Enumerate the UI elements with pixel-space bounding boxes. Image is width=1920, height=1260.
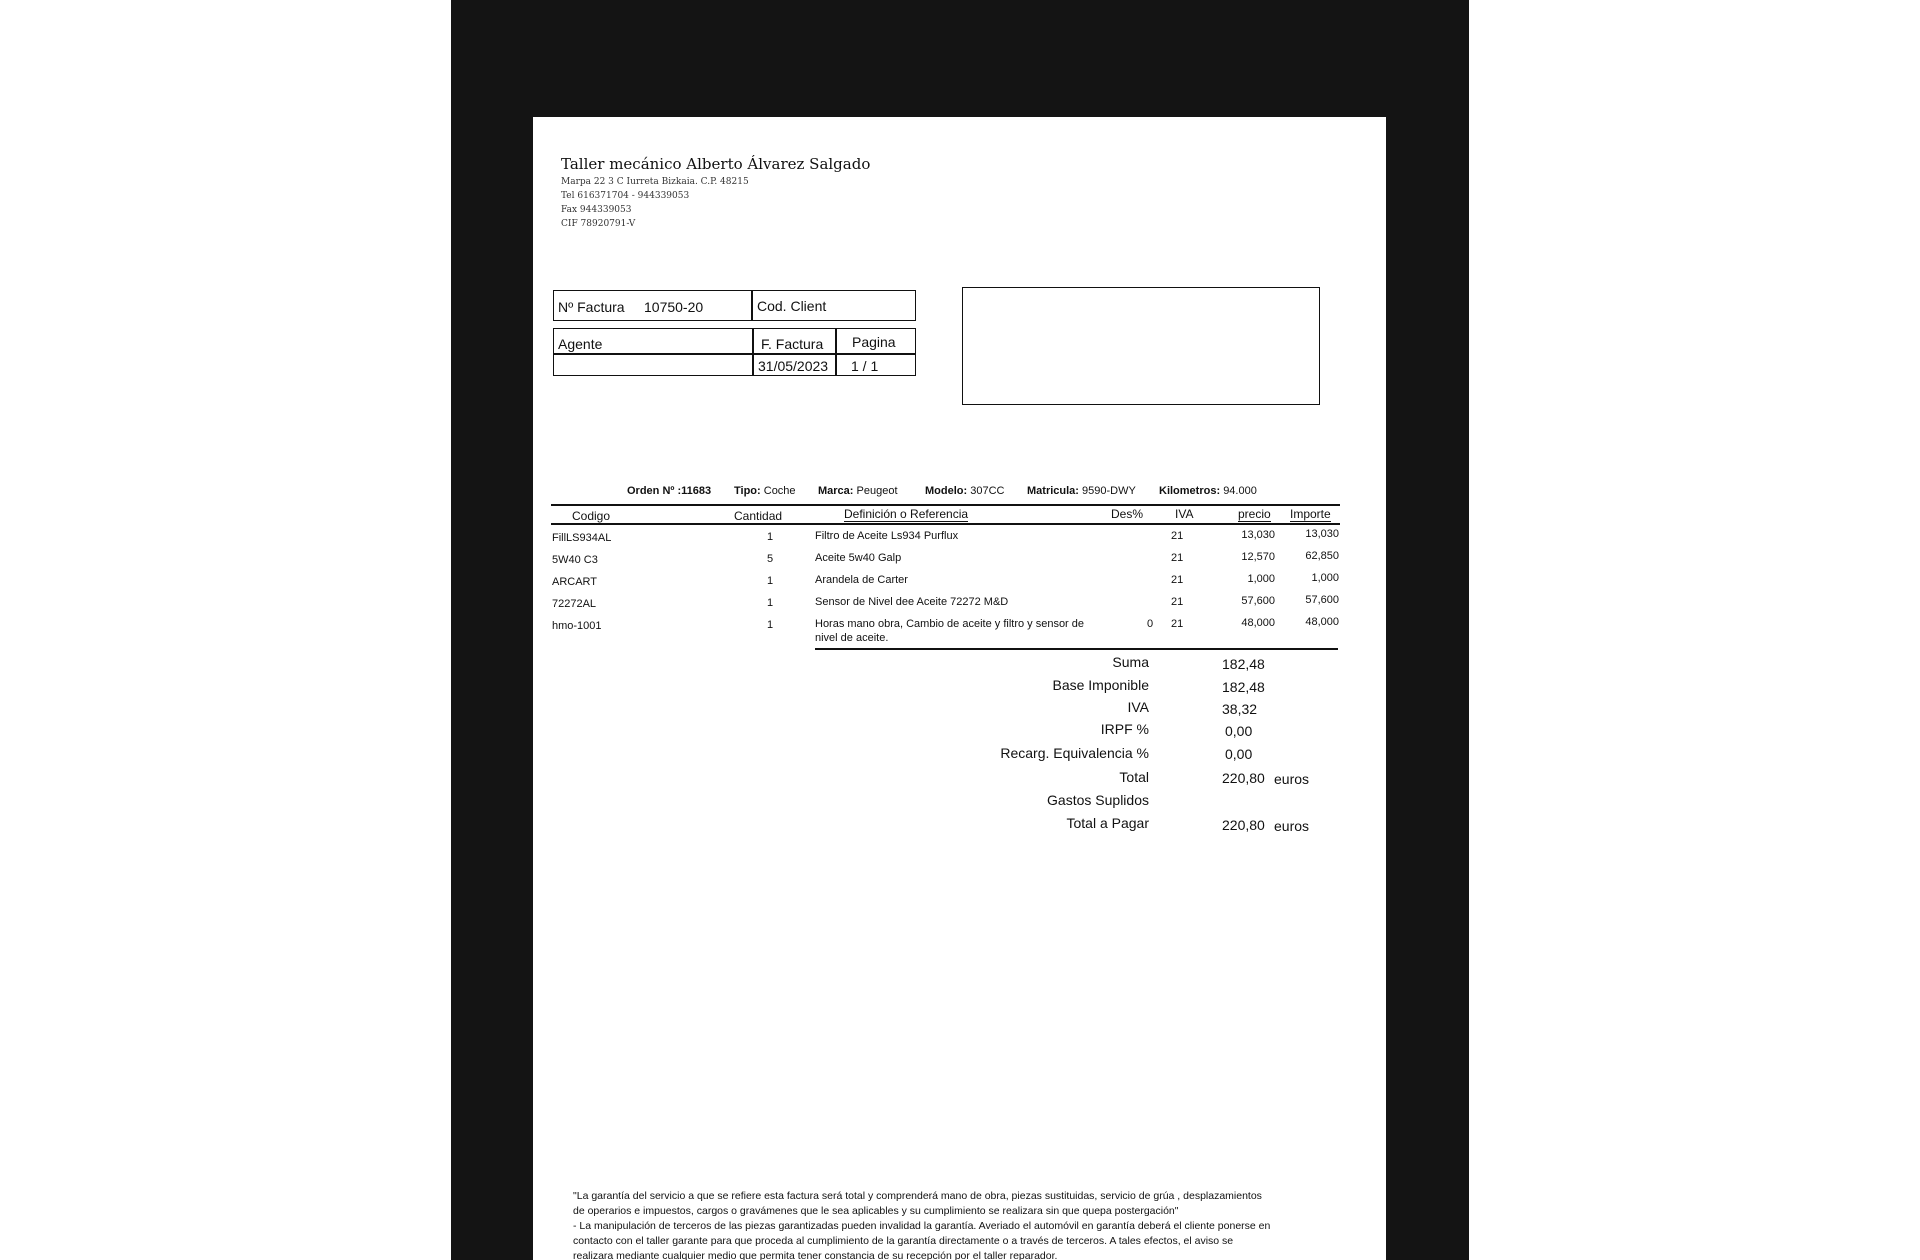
invoice-page: Taller mecánico Alberto Álvarez Salgado Marpa 22 3 C Iurreta Bizkaia. C.P. 48215 Tel 616371704 - 944339053 Fax 944339053 CIF 78920791-V Nº Factura 10750-20 Cod. Client Agente F. Factura Pagina 31/05/2023 1 / 1 Orden Nº :11683 Tipo: Coche Marca: Peugeot Modelo: 307CC Matricula: 9590-DWY Kilometros: 94.000 Codigo Cantidad Definición o Referencia Des% IVA precio Importe FillLS934AL 1 Filtro de Aceite Ls934 Purflux 21 13,030 13,030 5W40 C3 5 Aceite 5w40 Galp 21 12,570 62,850 ARCART 1 Arandela de Carter 21 1,000 1,000 72272AL 1 Sensor de Nivel dee Aceite 72272 M&D 21 57,600 57,600 hmo-1001 1 Horas mano obra, Cambio de aceite y filtro y sensor de nivel de aceite. 0 21 48,000 48,000 Suma 182,48 Base Imponible 182,48 IVA 38,32 IRPF % 0,00 Recarg. Equivalencia % 0,00 Total 220,80 euros Gastos Suplidos Total a Pagar 220,80 euros "La garantía del servicio a que se refiere esta factura será total y comprenderá mano de obra, piezas sustituidas, servicio de grúa , desplazamientos de operarios e impuestos, cargos o gravámenes que le sea aplicables y su cumplimiento se realizara sin que quepa postergación" - La manipulación de terceros de las piezas garantizadas pueden invalidad la garantía. Averiado el automóvil en garantía deberá el cliente ponerse en contacto con el taller garante para que proceda al cumplimiento de la garantía directamente o a través de terceros. A tales efectos, el aviso se realizara mediante cualquier medio que permita tener constancia de su recepción por el taller reparador.: [533, 117, 1386, 1260]
company-address: Marpa 22 3 C Iurreta Bizkaia. C.P. 48215: [561, 177, 749, 187]
surcharge-value: 0,00: [1225, 746, 1253, 762]
agent-label: Agente: [558, 336, 603, 352]
company-tel: Tel 616371704 - 944339053: [561, 191, 690, 201]
amount-due-label: Total a Pagar: [1066, 815, 1149, 831]
table-top-rule: [551, 504, 1340, 506]
col-codigo: Codigo: [572, 509, 611, 523]
company-cif: CIF 78920791-V: [561, 219, 636, 229]
company-fax: Fax 944339053: [561, 205, 632, 215]
order-info: [627, 485, 711, 497]
page-number: 1 / 1: [851, 358, 879, 374]
order-number: 11683: [681, 485, 712, 497]
divider: [835, 328, 837, 376]
vehicle-type: Tipo: Coche: [734, 485, 796, 497]
vehicle-km: Kilometros: 94.000: [1159, 485, 1257, 497]
company-name: Taller mecánico Alberto Álvarez Salgado: [561, 155, 871, 173]
warranty-line-2: de operarios e impuestos, cargos o gravámenes que le sea aplicables y su cumplimiento se realizara sin que quepa postergación": [573, 1205, 1179, 1217]
table-header-rule: [551, 523, 1340, 525]
warranty-line-3: - La manipulación de terceros de las piezas garantizadas pueden invalidad la garantía. Averiado el automóvil en garantía deberá el cliente ponerse en: [573, 1220, 1271, 1232]
amount-due-unit: euros: [1274, 818, 1310, 834]
vehicle-model: Modelo: 307CC: [925, 485, 1005, 497]
invoice-number: 10750-20: [644, 299, 704, 315]
vehicle-make: Marca: Peugeot: [818, 485, 898, 497]
irpf-value: 0,00: [1225, 723, 1253, 739]
vehicle-make-value: Peugeot: [856, 485, 898, 497]
col-precio: precio: [1238, 507, 1271, 521]
vehicle-model-value: 307CC: [970, 485, 1005, 497]
order-number-label: Orden Nº :: [627, 485, 682, 497]
col-cantidad: Cantidad: [734, 509, 783, 523]
total-unit: euros: [1274, 771, 1310, 787]
vehicle-type-value: Coche: [763, 485, 796, 497]
col-des: Des%: [1111, 507, 1144, 521]
vat-label: IVA: [1127, 699, 1149, 715]
tax-base-value: 182,48: [1222, 679, 1265, 695]
invoice-date-label: F. Factura: [761, 336, 824, 352]
client-address-box: [962, 287, 1320, 405]
page-label: Pagina: [852, 334, 896, 350]
tax-base-label: Base Imponible: [1052, 677, 1149, 693]
invoice-number-label: Nº Factura: [558, 299, 625, 315]
vat-value: 38,32: [1222, 701, 1258, 717]
divider: [553, 353, 916, 355]
warranty-line-4: contacto con el taller garante para que proceda al cumplimiento de la garantía directamente o a través de terceros. A tales efectos, el aviso se: [573, 1235, 1234, 1247]
total-value: 220,80: [1222, 770, 1265, 786]
warranty-line-5: realizara mediante cualquier medio que permita tener constancia de su recepción por el taller reparador.: [573, 1250, 1058, 1260]
expenses-label: Gastos Suplidos: [1047, 792, 1149, 808]
warranty-line-1: "La garantía del servicio a que se refiere esta factura será total y comprenderá mano de obra, piezas sustituidas, servicio de grúa , desplazamientos: [573, 1190, 1262, 1202]
col-iva: IVA: [1175, 507, 1194, 521]
total-label: Total: [1119, 769, 1149, 785]
sum-label: Suma: [1112, 654, 1149, 670]
invoice-date: 31/05/2023: [758, 358, 829, 374]
sum-value: 182,48: [1222, 656, 1265, 672]
col-importe: Importe: [1290, 507, 1331, 521]
table-bottom-rule: [815, 648, 1338, 650]
vehicle-km-value: 94.000: [1223, 485, 1257, 497]
vehicle-plate-value: 9590-DWY: [1082, 485, 1136, 497]
divider: [751, 290, 753, 321]
amount-due-value: 220,80: [1222, 817, 1265, 833]
irpf-label: IRPF %: [1100, 721, 1149, 737]
col-definicion: Definición o Referencia: [844, 507, 969, 521]
divider: [752, 328, 754, 376]
surcharge-label: Recarg. Equivalencia %: [1000, 745, 1149, 761]
client-code-label: Cod. Client: [757, 298, 827, 314]
vehicle-plate: Matricula: 9590-DWY: [1027, 485, 1136, 497]
